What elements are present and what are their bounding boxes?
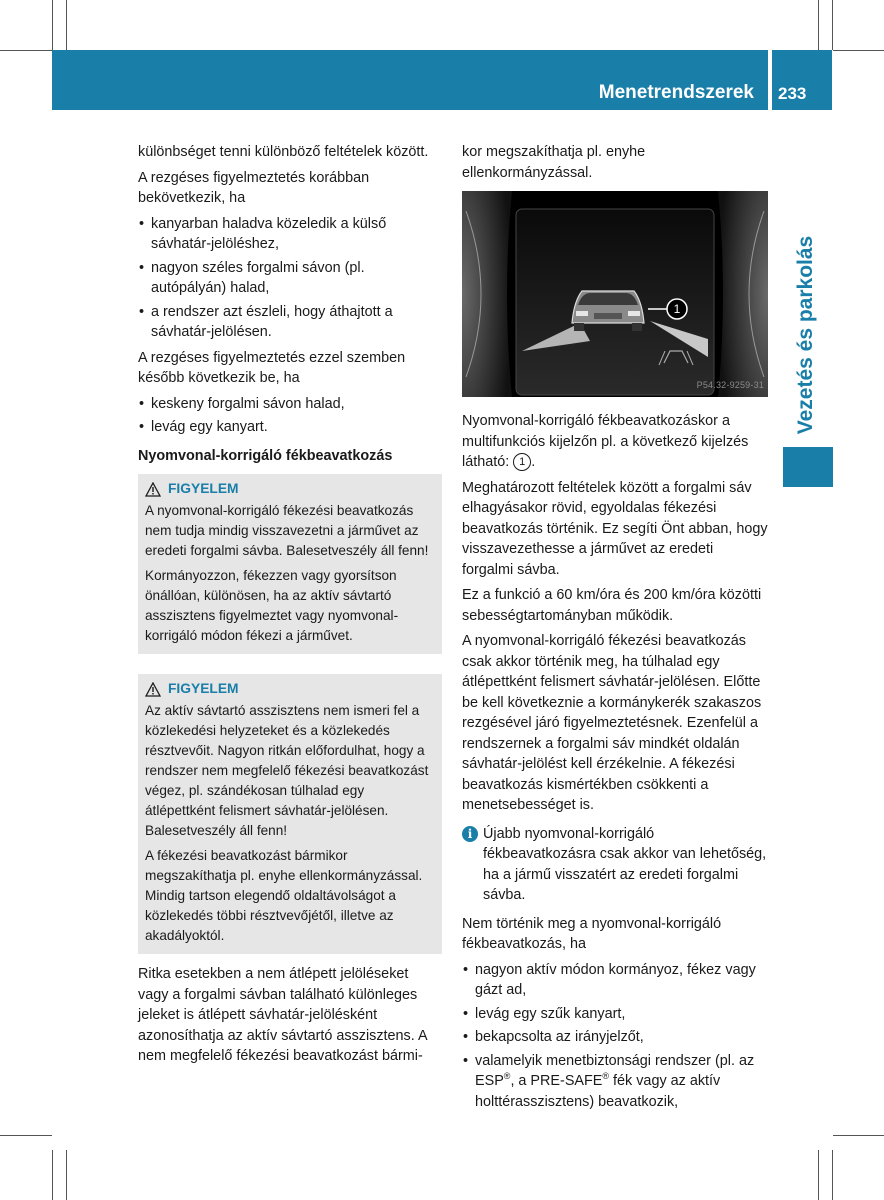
paragraph: Nem történik meg a nyomvonal-korrigáló fékbeavatkozás, ha xyxy=(462,915,722,952)
crop-mark xyxy=(66,1150,67,1200)
section-heading: Nyomvonal-korrigáló fékbeavatkozás xyxy=(138,447,393,464)
crop-mark xyxy=(833,1135,884,1136)
list-text: valamelyik menetbiztonsági rendszer (pl. az ESP xyxy=(475,1052,755,1089)
info-text: Újabb nyomvonal-korrigáló fékbeavatkozásra csak akkor van lehetőség, ha a jármű visszatért az eredeti forgalmi sávba. xyxy=(483,825,767,903)
paragraph: A nyomvonal-korrigáló fékezési beavatkozás csak akkor történik meg, ha túlhalad egy átlépettként felismert sávhatár-jelölésen. Előtte be kell következnie a kormánykerék szakaszos rezgésével járó figyelmeztetésnek. Ezenfelül a rendszernek a forgalmi sáv mindkét oldalán sávhatár-jelölést kell érzékelnie. A fékezési beavatkozás kismértékben csökkenti a menetsebességet is. xyxy=(462,633,762,813)
list-item: • kanyarban haladva közeledik a külső sávhatár-jelöléshez, xyxy=(138,214,442,255)
bullet-list xyxy=(138,214,442,343)
list-text: fék vagy az aktív holttérasszisztens) beavatkozik, xyxy=(475,1073,721,1110)
list-item xyxy=(462,1051,768,1113)
warning-title xyxy=(145,479,435,499)
registered-mark: ® xyxy=(602,1071,610,1082)
bullet-list xyxy=(138,394,442,438)
list-item: • nagyon széles forgalmi sávon (pl. autópályán) halad, xyxy=(138,258,442,299)
chapter-side-tab xyxy=(783,230,829,440)
warning-box xyxy=(138,674,442,954)
warning-title-text: FIGYELEM xyxy=(168,481,239,496)
crop-mark xyxy=(832,0,833,50)
paragraph: A rezgéses figyelmeztetés korábban bekövetkezik, ha xyxy=(138,169,370,206)
list-item: • keskeny forgalmi sávon halad, xyxy=(138,394,442,415)
warning-text: Az aktív sávtartó asszisztens nem ismeri fel a közlekedési helyzeteket és a közlekedés résztvevőit. Nagyon ritkán előfordulhat, hogy a rendszer nem megfelelő fékezési beavatkozást végez, pl. szándékosan túlhalad egy átlépettként felismert sávhatár-jelölésen. Balesetveszély áll fenn! xyxy=(145,703,429,838)
crop-mark xyxy=(818,1150,819,1200)
info-note xyxy=(462,824,768,906)
warning-text: Kormányozzon, fékezzen vagy gyorsítson önállóan, különösen, ha az aktív sávtartó asszisztens figyelmeztet vagy nyomvonal-korrigáló módon fékezi a járművet. xyxy=(145,568,399,643)
page-number-box xyxy=(772,50,832,110)
paragraph: Ez a funkció a 60 km/óra és 200 km/óra közötti sebességtartományban működik. xyxy=(462,587,762,624)
crop-mark xyxy=(832,1150,833,1200)
paragraph: különbséget tenni különböző feltételek között. xyxy=(138,144,429,160)
warning-triangle-icon xyxy=(145,682,161,697)
paragraph: kor megszakíthatja pl. enyhe ellenkormányzással. xyxy=(462,144,646,181)
crop-mark xyxy=(52,0,53,50)
paragraph: A rezgéses figyelmeztetés ezzel szemben később következik be, ha xyxy=(138,349,406,386)
warning-text: A nyomvonal-korrigáló fékezési beavatkozás nem tudja mindig visszavezetni a járművet az eredeti forgalmi sávba. Balesetveszély áll fenn! xyxy=(145,503,429,558)
warning-box xyxy=(138,474,442,654)
crop-mark xyxy=(833,50,884,51)
crop-mark xyxy=(818,0,819,50)
warning-title-text: FIGYELEM xyxy=(168,681,239,696)
warning-text: A fékezési beavatkozást bármikor megszakíthatja pl. enyhe ellenkormányzással. Mindig tartson elegendő oldaltávolságot a közlekedés többi résztvevőjétől, illetve az akadályoktól. xyxy=(145,848,423,943)
list-item: • levág egy kanyart. xyxy=(138,417,442,438)
figure-callout: 1 xyxy=(673,302,681,316)
page-header xyxy=(52,50,768,110)
paragraph-text: Nyomvonal-korrigáló fékbeavatkozáskor a multifunkciós kijelzőn pl. a következő kijelzés látható: xyxy=(462,413,749,470)
callout-marker: 1 xyxy=(513,453,531,471)
list-item: • a rendszer azt észleli, hogy áthajtott a sávhatár-jelölésen. xyxy=(138,302,442,343)
paragraph-text: . xyxy=(531,454,536,470)
list-text: , a PRE-SAFE xyxy=(510,1073,603,1089)
warning-triangle-icon xyxy=(145,482,161,497)
list-item: • bekapcsolta az irányjelzőt, xyxy=(462,1027,768,1048)
cluster-display-illustration xyxy=(462,191,768,397)
figure-code: P54.32-9259-31 xyxy=(696,379,764,390)
paragraph: Meghatározott feltételek között a forgalmi sáv elhagyásakor rövid, egyoldalas fékezési beavatkozás történik. Ez segíti Önt abban, hogy visszavezethesse a járművet az eredeti forgalmi sávba. xyxy=(462,479,768,578)
crop-mark xyxy=(52,1150,53,1200)
crop-mark xyxy=(0,50,52,51)
registered-mark: ® xyxy=(503,1071,511,1082)
section-title: Menetrendszerek xyxy=(598,82,754,103)
instrument-cluster-figure xyxy=(462,191,768,397)
warning-title xyxy=(145,679,435,699)
bullet-list xyxy=(462,960,768,1113)
right-column xyxy=(462,142,768,1117)
info-icon: i xyxy=(462,826,478,842)
chapter-label: Vezetés és parkolás xyxy=(794,235,817,435)
crop-mark xyxy=(66,0,67,50)
list-item: • nagyon aktív módon kormányoz, fékez vagy gázt ad, xyxy=(462,960,768,1001)
left-column xyxy=(138,142,442,1072)
page-number: 233 xyxy=(778,84,807,103)
chapter-tab-marker xyxy=(783,447,833,487)
paragraph xyxy=(462,411,768,473)
crop-mark xyxy=(0,1135,52,1136)
paragraph: Ritka esetekben a nem átlépett jelöléseket vagy a forgalmi sávban található különleges jeleket is átlépett sávhatár-jelölésként azonosíthatja az aktív sávtartó asszisztens. A nem megfelelő fékezési beavatkozást bármi- xyxy=(138,966,427,1064)
list-item: • levág egy szűk kanyart, xyxy=(462,1004,768,1025)
